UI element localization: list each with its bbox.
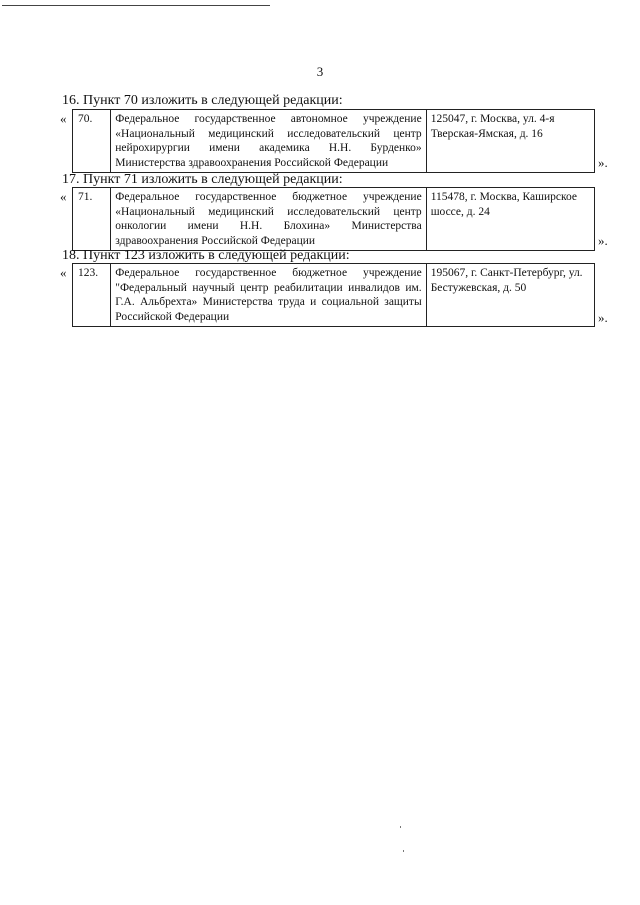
open-quote: « [60,265,67,280]
table-row [73,110,595,173]
entry-number: 123. [73,264,111,327]
close-quote: ». [598,155,608,170]
institution-name: Федеральное государственное бюджетное учреждение "Федеральный научный центр реабилитации инвалидов им. Г.А. Альбрехта» Министерства труда и социальной защиты Российской Федерации [111,264,426,327]
top-divider [2,5,270,6]
entry-table [72,109,595,173]
open-quote: « [60,189,67,204]
item-heading: 16. Пункт 70 изложить в следующей редакции: [62,93,343,108]
institution-address: 115478, г. Москва, Каширское шоссе, д. 24 [426,188,594,251]
close-quote: ». [598,233,608,248]
table-row [73,188,595,251]
institution-name: Федеральное государственное бюджетное учреждение «Национальный медицинский исследовательский центр онкологии имени Н.Н. Блохина» Министерства здравоохранения Российской Федерации [111,188,426,251]
institution-address: 195067, г. Санкт-Петербург, ул. Бестужевская, д. 50 [426,264,594,327]
entry-number: 70. [73,110,111,173]
entry-table [72,187,595,251]
entry-number: 71. [73,188,111,251]
scan-speck [400,826,401,828]
open-quote: « [60,111,67,126]
item-heading: 17. Пункт 71 изложить в следующей редакции: [62,172,343,187]
institution-name: Федеральное государственное автономное учреждение «Национальный медицинский исследовательский центр нейрохирургии имени академика Н.Н. Бурденко» Министерства здравоохранения Российской Федерации [111,110,426,173]
table-row [73,264,595,327]
close-quote: ». [598,310,608,325]
entry-table [72,263,595,327]
institution-address: 125047, г. Москва, ул. 4-я Тверская-Ямская, д. 16 [426,110,594,173]
item-heading: 18. Пункт 123 изложить в следующей редакции: [62,248,350,263]
scan-speck [403,850,404,852]
page-number: 3 [316,64,324,79]
